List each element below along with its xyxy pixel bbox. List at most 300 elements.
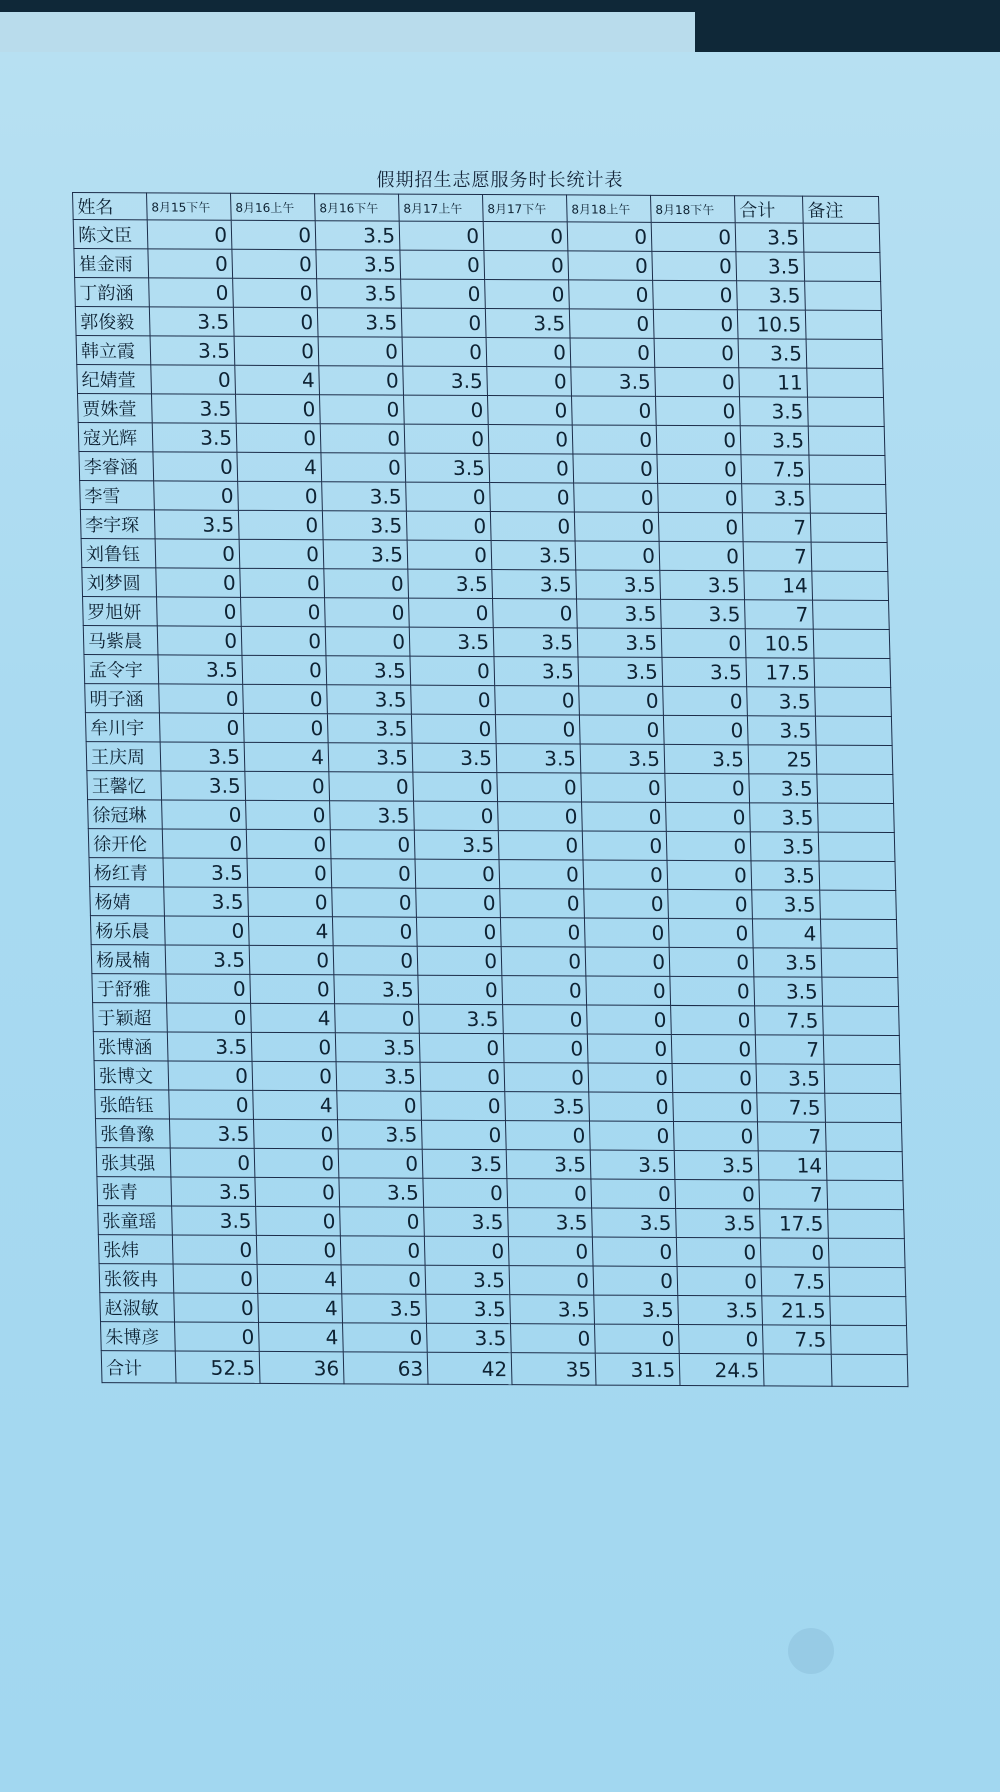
- hours-cell: 0: [342, 1323, 427, 1352]
- hours-cell: 3.5: [494, 657, 579, 686]
- hours-cell: 0: [584, 918, 669, 947]
- hours-cell: 0: [490, 512, 575, 541]
- hours-cell: 3.5: [580, 744, 665, 773]
- hours-cell: 25: [748, 745, 817, 774]
- hours-cell: 0: [340, 1207, 425, 1236]
- hours-cell: 0: [414, 801, 499, 830]
- column-header: 8月17下午: [483, 195, 568, 222]
- hours-cell: 0: [156, 568, 241, 597]
- name-cell: 张皓钰: [95, 1090, 170, 1119]
- hours-cell: 0: [676, 1237, 761, 1266]
- hours-cell: 3.5: [674, 1150, 759, 1179]
- table-row: [83, 626, 890, 659]
- hours-cell: 0: [423, 1178, 508, 1207]
- hours-cell: 0: [249, 945, 334, 974]
- name-cell: 韩立霞: [76, 336, 151, 365]
- hours-cell: 3.5: [577, 628, 662, 657]
- hours-cell: 3.5: [403, 366, 488, 395]
- hours-cell: 4: [258, 1293, 343, 1322]
- hours-cell: 0: [241, 597, 326, 626]
- table-row: [83, 597, 890, 630]
- hours-cell: 0: [325, 627, 410, 656]
- hours-cell: 3.5: [317, 279, 402, 308]
- hours-cell: 0: [654, 338, 739, 367]
- hours-cell: 0: [570, 338, 655, 367]
- hours-cell: 3.5: [752, 890, 821, 919]
- table-row: [77, 394, 884, 427]
- hours-cell: 7: [757, 1122, 826, 1151]
- name-cell: 徐冠琳: [88, 800, 163, 829]
- remark-cell: [811, 542, 888, 571]
- total-cell: 63: [343, 1352, 428, 1384]
- hours-cell: 3.5: [747, 687, 816, 716]
- hours-cell: 3.5: [414, 830, 499, 859]
- hours-cell: 0: [497, 773, 582, 802]
- hours-cell: 0: [653, 280, 738, 309]
- hours-cell: 3.5: [336, 1062, 421, 1091]
- hours-cell: 0: [501, 947, 586, 976]
- hours-cell: 0: [504, 1063, 589, 1092]
- hours-cell: 7.5: [755, 1006, 824, 1035]
- table-row: [89, 858, 896, 891]
- table-row: [90, 887, 897, 920]
- hours-cell: 0: [403, 395, 488, 424]
- hours-cell: 3.5: [749, 774, 818, 803]
- name-cell: 刘梦圆: [82, 568, 157, 597]
- hours-cell: 0: [500, 889, 585, 918]
- hours-cell: 0: [657, 454, 742, 483]
- name-cell: 朱博彦: [101, 1322, 176, 1351]
- hours-cell: 3.5: [152, 423, 237, 452]
- hours-cell: 3.5: [409, 627, 494, 656]
- table-row: [85, 713, 892, 746]
- table-row: [85, 684, 892, 717]
- table-row: [79, 452, 886, 485]
- table-row: [80, 481, 887, 514]
- hours-cell: 0: [589, 1121, 674, 1150]
- hours-cell: 0: [675, 1179, 760, 1208]
- name-cell: 杨乐晨: [90, 916, 165, 945]
- hours-cell: 0: [663, 686, 748, 715]
- remark-cell: [823, 1035, 900, 1064]
- name-cell: 张其强: [96, 1148, 171, 1177]
- hours-cell: 4: [251, 1003, 336, 1032]
- hours-cell: 0: [656, 425, 741, 454]
- hours-cell: 3.5: [750, 803, 819, 832]
- hours-cell: 3.5: [161, 771, 246, 800]
- remark-cell: [807, 368, 884, 397]
- hours-cell: 0: [253, 1119, 338, 1148]
- hours-cell: 0: [569, 309, 654, 338]
- remark-cell: [828, 1209, 905, 1238]
- table-row: [91, 945, 898, 978]
- hours-cell: 0: [340, 1236, 425, 1265]
- remark-cell: [808, 426, 885, 455]
- name-cell: 张童瑶: [98, 1206, 173, 1235]
- hours-cell: 3.5: [422, 1149, 507, 1178]
- hours-cell: 3.5: [327, 685, 412, 714]
- hours-cell: 0: [401, 279, 486, 308]
- hours-cell: 0: [502, 976, 587, 1005]
- hours-cell: 3.5: [492, 570, 577, 599]
- hours-cell: 3.5: [425, 1265, 510, 1294]
- name-cell: 陈文臣: [73, 220, 148, 249]
- hours-cell: 3.5: [735, 223, 804, 252]
- table-row: [88, 800, 895, 833]
- hours-cell: 3.5: [163, 858, 248, 887]
- remark-cell: [823, 1006, 900, 1035]
- hours-cell: 3.5: [154, 510, 239, 539]
- hours-cell: 0: [485, 280, 570, 309]
- remark-cell: [826, 1151, 903, 1180]
- remark-cell: [830, 1325, 907, 1354]
- hours-cell: 0: [574, 483, 659, 512]
- remark-cell: [812, 571, 889, 600]
- hours-cell: 14: [744, 571, 813, 600]
- hours-cell: 0: [498, 802, 583, 831]
- name-cell: 于舒雅: [92, 974, 167, 1003]
- hours-cell: 0: [671, 1034, 756, 1063]
- hours-cell: 0: [319, 366, 404, 395]
- name-cell: 徐开伦: [88, 829, 163, 858]
- hours-cell: 0: [234, 336, 319, 365]
- hours-cell: 0: [483, 222, 568, 251]
- hours-cell: 0: [256, 1206, 341, 1235]
- hours-cell: 0: [671, 1005, 756, 1034]
- name-cell: 张青: [97, 1177, 172, 1206]
- service-hours-table: [72, 192, 909, 1387]
- hours-cell: 0: [653, 309, 738, 338]
- remark-cell: [825, 1093, 902, 1122]
- hours-cell: 0: [243, 684, 328, 713]
- remark-cell: [828, 1238, 905, 1267]
- hours-cell: 3.5: [158, 655, 243, 684]
- hours-cell: 3.5: [326, 656, 411, 685]
- hours-cell: 0: [338, 1149, 423, 1178]
- hours-cell: 0: [411, 714, 496, 743]
- hours-cell: 0: [509, 1266, 594, 1295]
- hours-cell: 14: [758, 1151, 827, 1180]
- remark-cell: [818, 803, 895, 832]
- hours-cell: 3.5: [322, 482, 407, 511]
- hours-cell: 0: [404, 424, 489, 453]
- hours-cell: 3.5: [167, 1032, 252, 1061]
- hours-cell: 0: [661, 628, 746, 657]
- remark-cell: [810, 484, 887, 513]
- hours-cell: 0: [251, 1032, 336, 1061]
- name-cell: 李雪: [80, 481, 155, 510]
- hours-cell: 0: [424, 1236, 509, 1265]
- hours-cell: 4: [752, 919, 821, 948]
- hours-cell: 0: [250, 974, 335, 1003]
- hours-cell: 0: [587, 1005, 672, 1034]
- column-header: 8月15下午: [147, 193, 232, 220]
- hours-cell: 3.5: [505, 1092, 590, 1121]
- hours-cell: 3.5: [578, 657, 663, 686]
- total-label-cell: 合计: [101, 1351, 176, 1383]
- column-header: 8月17上午: [399, 194, 484, 221]
- name-cell: 崔金雨: [74, 249, 149, 278]
- table-row: [100, 1293, 907, 1326]
- hours-cell: 3.5: [327, 714, 412, 743]
- hours-cell: 0: [245, 771, 330, 800]
- hours-cell: 0: [587, 1034, 672, 1063]
- hours-cell: 3.5: [736, 252, 805, 281]
- table-row: [82, 568, 889, 601]
- hours-cell: 3.5: [742, 484, 811, 513]
- hours-cell: 0: [409, 598, 494, 627]
- hours-cell: 0: [255, 1177, 340, 1206]
- hours-cell: 0: [416, 917, 501, 946]
- remark-cell: [813, 600, 890, 629]
- hours-cell: 3.5: [751, 861, 820, 890]
- remark-cell: [820, 890, 897, 919]
- table-body: [73, 220, 908, 1387]
- total-cell: 52.5: [175, 1351, 260, 1383]
- hours-cell: 3.5: [150, 336, 235, 365]
- hours-cell: 3.5: [337, 1120, 422, 1149]
- hours-cell: 0: [401, 308, 486, 337]
- hours-cell: 7: [743, 542, 812, 571]
- hours-cell: 0: [668, 918, 753, 947]
- table-row: [81, 539, 888, 572]
- hours-cell: 0: [238, 510, 323, 539]
- table-row: [74, 249, 881, 282]
- hours-cell: 0: [324, 569, 409, 598]
- hours-cell: 0: [247, 858, 332, 887]
- table-row: [99, 1264, 906, 1297]
- column-header: 姓名: [73, 193, 148, 220]
- hours-cell: 0: [659, 541, 744, 570]
- table-row: [95, 1090, 902, 1123]
- hours-cell: 17.5: [760, 1209, 829, 1238]
- remark-cell: [817, 774, 894, 803]
- column-header: 8月18上午: [567, 195, 652, 222]
- hours-cell: 0: [574, 512, 659, 541]
- hours-cell: 3.5: [594, 1295, 679, 1324]
- name-cell: 杨晟楠: [91, 945, 166, 974]
- hours-cell: 0: [486, 338, 571, 367]
- hours-cell: 0: [162, 800, 247, 829]
- table-row: [75, 278, 882, 311]
- hours-cell: 0: [673, 1092, 758, 1121]
- hours-cell: 7.5: [757, 1093, 826, 1122]
- hours-cell: 0: [246, 829, 331, 858]
- hours-cell: 3.5: [753, 948, 822, 977]
- hours-cell: 4: [257, 1264, 342, 1293]
- hours-cell: 0: [168, 1061, 253, 1090]
- hours-cell: 0: [238, 481, 323, 510]
- hours-cell: 3.5: [739, 397, 808, 426]
- table-row: [88, 829, 895, 862]
- remark-cell: [819, 861, 896, 890]
- hours-cell: 3.5: [164, 887, 249, 916]
- hours-cell: 3.5: [342, 1294, 427, 1323]
- name-cell: 张博文: [94, 1061, 169, 1090]
- hours-cell: 0: [402, 337, 487, 366]
- hours-cell: 0: [318, 337, 403, 366]
- hours-cell: 0: [416, 888, 501, 917]
- remark-cell: [803, 223, 880, 252]
- hours-cell: 0: [256, 1235, 341, 1264]
- hours-cell: 0: [658, 483, 743, 512]
- hours-cell: 7: [745, 600, 814, 629]
- hours-cell: 3.5: [172, 1206, 257, 1235]
- hours-cell: 0: [241, 626, 326, 655]
- name-cell: 李宇琛: [80, 510, 155, 539]
- hours-cell: 0: [510, 1324, 595, 1353]
- hours-cell: 0: [592, 1237, 677, 1266]
- hours-cell: 0: [421, 1091, 506, 1120]
- name-cell: 罗旭妍: [83, 597, 158, 626]
- hours-cell: 0: [568, 251, 653, 280]
- hours-cell: 3.5: [419, 1004, 504, 1033]
- hours-cell: 0: [233, 278, 318, 307]
- remark-cell: [810, 513, 887, 542]
- remark-cell: [822, 977, 899, 1006]
- remark-cell: [807, 397, 884, 426]
- hours-cell: 10.5: [745, 629, 814, 658]
- hours-cell: 0: [413, 772, 498, 801]
- table-row: [90, 916, 897, 949]
- hours-cell: 0: [488, 425, 573, 454]
- hours-cell: 7.5: [762, 1325, 831, 1354]
- name-cell: 杨婧: [90, 887, 165, 916]
- hours-cell: 0: [173, 1264, 258, 1293]
- hours-cell: 0: [174, 1293, 259, 1322]
- hours-cell: 0: [248, 887, 333, 916]
- hours-cell: 3.5: [149, 307, 234, 336]
- name-cell: 李睿涵: [79, 452, 154, 481]
- hours-cell: 0: [236, 423, 321, 452]
- hours-cell: 3.5: [424, 1207, 509, 1236]
- remark-cell: [815, 687, 892, 716]
- hours-cell: 3.5: [576, 570, 661, 599]
- hours-cell: 0: [582, 802, 667, 831]
- table-row: [77, 365, 884, 398]
- hours-cell: 0: [594, 1324, 679, 1353]
- hours-cell: 3.5: [590, 1150, 675, 1179]
- hours-cell: 0: [399, 221, 484, 250]
- hours-cell: 3.5: [485, 309, 570, 338]
- hours-cell: 0: [672, 1063, 757, 1092]
- hours-cell: 0: [400, 250, 485, 279]
- hours-cell: 0: [500, 918, 585, 947]
- hours-cell: 4: [248, 916, 333, 945]
- hours-cell: 3.5: [661, 599, 746, 628]
- remark-cell: [830, 1296, 907, 1325]
- hours-cell: 0: [569, 280, 654, 309]
- hours-cell: 3.5: [756, 1064, 825, 1093]
- hours-cell: 0: [159, 684, 244, 713]
- hours-cell: 3.5: [493, 628, 578, 657]
- hours-cell: 4: [253, 1090, 338, 1119]
- hours-cell: 0: [167, 1003, 252, 1032]
- hours-cell: 7: [742, 513, 811, 542]
- hours-cell: 0: [242, 655, 327, 684]
- hours-cell: 0: [335, 1004, 420, 1033]
- total-cell: [763, 1354, 832, 1386]
- table-row: [87, 771, 894, 804]
- name-cell: 张鲁豫: [95, 1119, 170, 1148]
- hours-cell: 3.5: [165, 945, 250, 974]
- column-header: 备注: [803, 196, 880, 223]
- hours-cell: 0: [332, 917, 417, 946]
- hours-cell: 0: [484, 251, 569, 280]
- hours-cell: 0: [489, 454, 574, 483]
- name-cell: 张炜: [98, 1235, 173, 1264]
- hours-cell: 0: [329, 772, 414, 801]
- hours-cell: 0: [337, 1091, 422, 1120]
- table-row: [93, 1032, 900, 1065]
- hours-cell: 0: [151, 365, 236, 394]
- hours-cell: 0: [487, 367, 572, 396]
- hours-cell: 0: [319, 395, 404, 424]
- hours-cell: 3.5: [577, 599, 662, 628]
- remark-cell: [809, 455, 886, 484]
- hours-cell: 0: [341, 1265, 426, 1294]
- hours-cell: 3.5: [335, 1033, 420, 1062]
- name-cell: 刘鲁钰: [81, 539, 156, 568]
- hours-cell: 3.5: [426, 1323, 511, 1352]
- hours-cell: 21.5: [762, 1296, 831, 1325]
- name-cell: 张博涵: [93, 1032, 168, 1061]
- hours-cell: 0: [330, 830, 415, 859]
- hours-cell: 3.5: [323, 540, 408, 569]
- hours-cell: 7.5: [761, 1267, 830, 1296]
- hours-cell: 0: [417, 946, 502, 975]
- hours-cell: 0: [332, 888, 417, 917]
- hours-cell: 0: [583, 860, 668, 889]
- hours-cell: 3.5: [171, 1177, 256, 1206]
- hours-cell: 0: [655, 367, 740, 396]
- hours-cell: 3.5: [747, 716, 816, 745]
- hours-cell: 0: [585, 947, 670, 976]
- hours-cell: 0: [169, 1090, 254, 1119]
- hours-cell: 0: [678, 1324, 763, 1353]
- total-cell: [831, 1354, 908, 1386]
- total-row: [101, 1351, 908, 1387]
- hours-cell: 0: [235, 394, 320, 423]
- hours-cell: 3.5: [571, 367, 656, 396]
- hours-cell: 0: [157, 597, 242, 626]
- hours-cell: 0: [673, 1121, 758, 1150]
- hours-cell: 4: [244, 742, 329, 771]
- hours-cell: 4: [235, 365, 320, 394]
- name-cell: 纪婧萱: [77, 365, 152, 394]
- remark-cell: [816, 745, 893, 774]
- table-row: [84, 655, 891, 688]
- hours-cell: 7: [759, 1180, 828, 1209]
- hours-cell: 0: [406, 511, 491, 540]
- header-row: [73, 193, 880, 224]
- table-row: [95, 1119, 902, 1152]
- hours-cell: 0: [149, 278, 234, 307]
- hours-cell: 0: [593, 1266, 678, 1295]
- hours-cell: 0: [588, 1063, 673, 1092]
- hours-cell: 0: [490, 483, 575, 512]
- hours-cell: 0: [159, 713, 244, 742]
- hours-cell: 0: [147, 220, 232, 249]
- hours-cell: 3.5: [510, 1295, 595, 1324]
- column-header: 8月16下午: [315, 194, 400, 221]
- hours-cell: 0: [665, 773, 750, 802]
- hours-cell: 0: [760, 1238, 829, 1267]
- hours-cell: 0: [663, 715, 748, 744]
- hours-cell: 0: [421, 1120, 506, 1149]
- hours-cell: 0: [320, 424, 405, 453]
- hours-cell: 0: [415, 859, 500, 888]
